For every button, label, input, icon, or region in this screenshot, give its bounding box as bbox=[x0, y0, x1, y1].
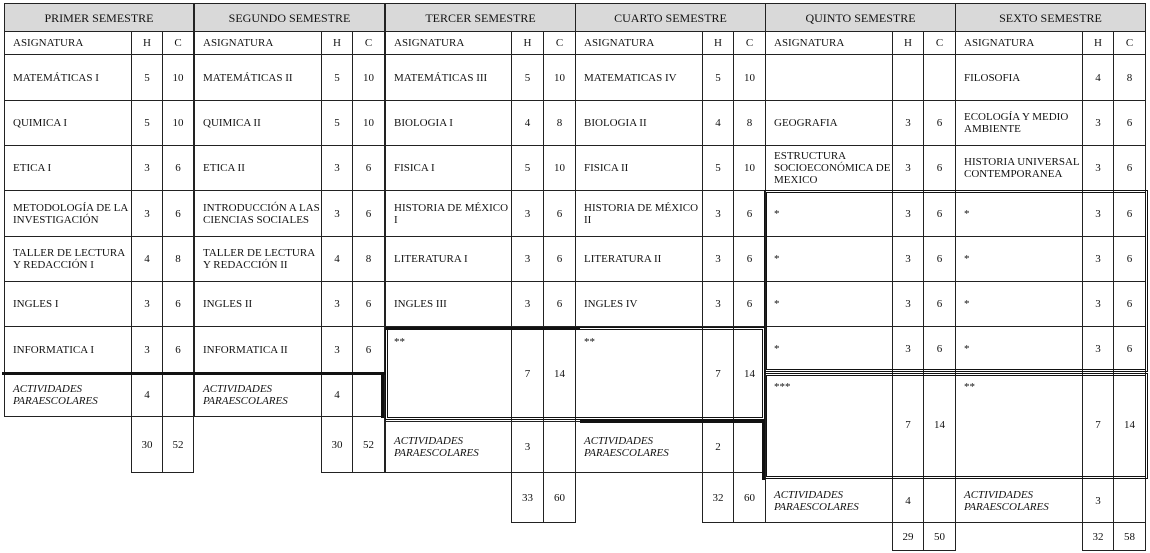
subject-credits: 6 bbox=[162, 326, 194, 374]
subject-credits: 6 bbox=[543, 281, 576, 327]
subject-hours: 4 bbox=[131, 236, 163, 282]
total-hours: 30 bbox=[131, 416, 163, 473]
subject-name: INTRODUCCIÓN A LAS CIENCIAS SOCIALES bbox=[194, 190, 322, 237]
elective-subject: *** bbox=[765, 371, 893, 479]
subject-credits: 10 bbox=[543, 145, 576, 191]
subject-hours: 3 bbox=[892, 190, 924, 237]
elective-credits: 14 bbox=[1113, 371, 1146, 479]
subject-name: MATEMÁTICAS III bbox=[385, 54, 512, 101]
subject-hours: 3 bbox=[131, 281, 163, 327]
subject-name: QUIMICA II bbox=[194, 100, 322, 146]
subject-credits: 6 bbox=[162, 281, 194, 327]
paraescolar-credits bbox=[1113, 478, 1146, 523]
subject-hours: 3 bbox=[702, 236, 734, 282]
total-hours: 29 bbox=[892, 522, 924, 551]
subject-hours: 5 bbox=[702, 145, 734, 191]
subject-credits: 6 bbox=[923, 190, 956, 237]
subject-credits: 6 bbox=[1113, 326, 1146, 372]
subject-name: * bbox=[955, 281, 1083, 327]
subject-name: INGLES I bbox=[4, 281, 132, 327]
column-header-asignatura: ASIGNATURA bbox=[765, 31, 893, 55]
subject-credits: 10 bbox=[543, 54, 576, 101]
subject-hours: 3 bbox=[1082, 236, 1114, 282]
subject-credits: 6 bbox=[923, 236, 956, 282]
subject-credits: 8 bbox=[1113, 54, 1146, 101]
subject-credits: 10 bbox=[352, 54, 385, 101]
subject-name: FILOSOFIA bbox=[955, 54, 1083, 101]
column-header-c: C bbox=[733, 31, 766, 55]
elective-hours: 7 bbox=[1082, 371, 1114, 479]
subject-credits: 6 bbox=[162, 190, 194, 237]
subject-name: ETICA II bbox=[194, 145, 322, 191]
subject-hours: 5 bbox=[131, 54, 163, 101]
subject-hours: 3 bbox=[892, 326, 924, 372]
paraescolar-hours: 2 bbox=[702, 421, 734, 473]
elective-subject: ** bbox=[385, 326, 512, 422]
subject-hours: 3 bbox=[892, 145, 924, 191]
column-header-h: H bbox=[131, 31, 163, 55]
subject-credits: 6 bbox=[352, 190, 385, 237]
subject-name: TALLER DE LECTURA Y REDACCIÓN II bbox=[194, 236, 322, 282]
paraescolar-activities: ACTIVIDADES PARAESCOLARES bbox=[955, 478, 1083, 523]
subject-credits: 8 bbox=[543, 100, 576, 146]
subject-hours: 4 bbox=[511, 100, 544, 146]
subject-hours: 3 bbox=[321, 190, 353, 237]
subject-credits: 6 bbox=[543, 236, 576, 282]
subject-credits: 10 bbox=[733, 145, 766, 191]
subject-name: LITERATURA I bbox=[385, 236, 512, 282]
subject-name: TALLER DE LECTURA Y REDACCIÓN I bbox=[4, 236, 132, 282]
subject-hours: 3 bbox=[1082, 326, 1114, 372]
paraescolar-hours: 4 bbox=[321, 373, 353, 417]
subject-hours: 3 bbox=[321, 145, 353, 191]
subject-name: GEOGRAFIA bbox=[765, 100, 893, 146]
subject-name: INFORMATICA I bbox=[4, 326, 132, 374]
column-header-h: H bbox=[511, 31, 544, 55]
subject-hours: 5 bbox=[702, 54, 734, 101]
semester-title: SEXTO SEMESTRE bbox=[955, 3, 1146, 32]
paraescolar-credits bbox=[923, 478, 956, 523]
subject-hours: 5 bbox=[321, 54, 353, 101]
subject-name: INGLES II bbox=[194, 281, 322, 327]
subject-credits: 10 bbox=[352, 100, 385, 146]
subject-hours: 3 bbox=[131, 326, 163, 374]
paraescolar-hours: 3 bbox=[1082, 478, 1114, 523]
semester-title: PRIMER SEMESTRE bbox=[4, 3, 194, 32]
subject-name bbox=[765, 54, 893, 101]
subject-name: INFORMATICA II bbox=[194, 326, 322, 374]
total-credits: 58 bbox=[1113, 522, 1146, 551]
subject-hours: 3 bbox=[702, 281, 734, 327]
column-header-c: C bbox=[352, 31, 385, 55]
column-header-h: H bbox=[1082, 31, 1114, 55]
paraescolar-hours: 4 bbox=[131, 373, 163, 417]
subject-name: LITERATURA II bbox=[575, 236, 703, 282]
subject-credits: 6 bbox=[1113, 236, 1146, 282]
elective-hours: 7 bbox=[892, 371, 924, 479]
subject-credits: 6 bbox=[1113, 190, 1146, 237]
paraescolar-credits bbox=[543, 421, 576, 473]
subject-name: FISICA II bbox=[575, 145, 703, 191]
paraescolar-hours: 4 bbox=[892, 478, 924, 523]
subject-name: HISTORIA DE MÉXICO I bbox=[385, 190, 512, 237]
subject-hours: 5 bbox=[321, 100, 353, 146]
paraescolar-activities: ACTIVIDADES PARAESCOLARES bbox=[575, 421, 703, 473]
column-header-asignatura: ASIGNATURA bbox=[4, 31, 132, 55]
paraescolar-credits bbox=[162, 373, 194, 417]
subject-name: QUIMICA I bbox=[4, 100, 132, 146]
subject-name: * bbox=[765, 326, 893, 372]
subject-credits: 6 bbox=[923, 326, 956, 372]
subject-name: MATEMATICAS IV bbox=[575, 54, 703, 101]
subject-hours: 3 bbox=[1082, 281, 1114, 327]
subject-name: INGLES IV bbox=[575, 281, 703, 327]
subject-hours: 3 bbox=[1082, 100, 1114, 146]
total-credits: 60 bbox=[543, 472, 576, 523]
subject-credits: 8 bbox=[162, 236, 194, 282]
subject-credits bbox=[923, 54, 956, 101]
column-header-h: H bbox=[892, 31, 924, 55]
column-header-h: H bbox=[702, 31, 734, 55]
subject-name: ESTRUCTURA SOCIOECONÓMICA DE MEXICO bbox=[765, 145, 893, 191]
subject-name: HISTORIA DE MÉXICO II bbox=[575, 190, 703, 237]
subject-credits: 6 bbox=[543, 190, 576, 237]
subject-name: * bbox=[765, 236, 893, 282]
paraescolar-credits bbox=[352, 373, 385, 417]
column-header-c: C bbox=[162, 31, 194, 55]
paraescolar-activities: ACTIVIDADES PARAESCOLARES bbox=[4, 373, 132, 417]
subject-hours: 3 bbox=[131, 190, 163, 237]
subject-credits: 6 bbox=[733, 236, 766, 282]
subject-name: HISTORIA UNIVERSAL CONTEMPORANEA bbox=[955, 145, 1083, 191]
semester-title: SEGUNDO SEMESTRE bbox=[194, 3, 385, 32]
subject-name: METODOLOGÍA DE LA INVESTIGACIÓN bbox=[4, 190, 132, 237]
subject-credits: 8 bbox=[733, 100, 766, 146]
total-credits: 52 bbox=[352, 416, 385, 473]
semester-title: TERCER SEMESTRE bbox=[385, 3, 576, 32]
column-header-h: H bbox=[321, 31, 353, 55]
semester-title: QUINTO SEMESTRE bbox=[765, 3, 956, 32]
subject-credits: 6 bbox=[733, 190, 766, 237]
subject-name: FISICA I bbox=[385, 145, 512, 191]
elective-hours: 7 bbox=[702, 326, 734, 422]
paraescolar-hours: 3 bbox=[511, 421, 544, 473]
column-header-asignatura: ASIGNATURA bbox=[575, 31, 703, 55]
subject-name: * bbox=[765, 190, 893, 237]
paraescolar-activities: ACTIVIDADES PARAESCOLARES bbox=[765, 478, 893, 523]
subject-hours: 4 bbox=[702, 100, 734, 146]
subject-name: MATEMÁTICAS I bbox=[4, 54, 132, 101]
subject-hours: 4 bbox=[321, 236, 353, 282]
subject-name: ECOLOGÍA Y MEDIO AMBIENTE bbox=[955, 100, 1083, 146]
paraescolar-activities: ACTIVIDADES PARAESCOLARES bbox=[194, 373, 322, 417]
subject-hours: 3 bbox=[511, 190, 544, 237]
subject-credits: 6 bbox=[1113, 100, 1146, 146]
elective-subject: ** bbox=[575, 326, 703, 422]
subject-name: INGLES III bbox=[385, 281, 512, 327]
subject-credits: 6 bbox=[923, 145, 956, 191]
subject-credits: 6 bbox=[352, 326, 385, 374]
subject-credits: 6 bbox=[923, 281, 956, 327]
subject-name: * bbox=[955, 190, 1083, 237]
total-credits: 52 bbox=[162, 416, 194, 473]
subject-credits: 6 bbox=[923, 100, 956, 146]
column-header-asignatura: ASIGNATURA bbox=[194, 31, 322, 55]
paraescolar-activities: ACTIVIDADES PARAESCOLARES bbox=[385, 421, 512, 473]
column-header-c: C bbox=[543, 31, 576, 55]
subject-credits: 10 bbox=[162, 100, 194, 146]
column-header-c: C bbox=[923, 31, 956, 55]
subject-hours: 3 bbox=[131, 145, 163, 191]
column-header-asignatura: ASIGNATURA bbox=[385, 31, 512, 55]
column-header-c: C bbox=[1113, 31, 1146, 55]
total-credits: 50 bbox=[923, 522, 956, 551]
total-hours: 32 bbox=[1082, 522, 1114, 551]
subject-hours: 3 bbox=[321, 281, 353, 327]
subject-name: BIOLOGIA I bbox=[385, 100, 512, 146]
elective-credits: 14 bbox=[923, 371, 956, 479]
semester-title: CUARTO SEMESTRE bbox=[575, 3, 766, 32]
total-hours: 32 bbox=[702, 472, 734, 523]
subject-credits: 6 bbox=[1113, 145, 1146, 191]
subject-hours: 3 bbox=[511, 236, 544, 282]
total-credits: 60 bbox=[733, 472, 766, 523]
subject-hours: 3 bbox=[702, 190, 734, 237]
total-hours: 33 bbox=[511, 472, 544, 523]
subject-hours: 3 bbox=[511, 281, 544, 327]
subject-credits: 6 bbox=[352, 145, 385, 191]
column-header-asignatura: ASIGNATURA bbox=[955, 31, 1083, 55]
subject-name: BIOLOGIA II bbox=[575, 100, 703, 146]
elective-subject: ** bbox=[955, 371, 1083, 479]
elective-hours: 7 bbox=[511, 326, 544, 422]
subject-hours: 5 bbox=[511, 54, 544, 101]
subject-credits: 6 bbox=[733, 281, 766, 327]
total-hours: 30 bbox=[321, 416, 353, 473]
subject-hours bbox=[892, 54, 924, 101]
subject-name: ETICA I bbox=[4, 145, 132, 191]
subject-name: * bbox=[955, 326, 1083, 372]
subject-credits: 8 bbox=[352, 236, 385, 282]
paraescolar-credits bbox=[733, 421, 766, 473]
elective-credits: 14 bbox=[733, 326, 766, 422]
subject-credits: 6 bbox=[352, 281, 385, 327]
subject-hours: 3 bbox=[1082, 190, 1114, 237]
subject-hours: 4 bbox=[1082, 54, 1114, 101]
subject-credits: 6 bbox=[1113, 281, 1146, 327]
subject-hours: 3 bbox=[892, 100, 924, 146]
subject-credits: 10 bbox=[162, 54, 194, 101]
subject-name: * bbox=[765, 281, 893, 327]
subject-hours: 5 bbox=[131, 100, 163, 146]
subject-name: MATEMÁTICAS II bbox=[194, 54, 322, 101]
subject-hours: 3 bbox=[321, 326, 353, 374]
subject-credits: 6 bbox=[162, 145, 194, 191]
elective-credits: 14 bbox=[543, 326, 576, 422]
subject-name: * bbox=[955, 236, 1083, 282]
subject-hours: 3 bbox=[892, 281, 924, 327]
subject-hours: 5 bbox=[511, 145, 544, 191]
subject-hours: 3 bbox=[892, 236, 924, 282]
subject-hours: 3 bbox=[1082, 145, 1114, 191]
subject-credits: 10 bbox=[733, 54, 766, 101]
